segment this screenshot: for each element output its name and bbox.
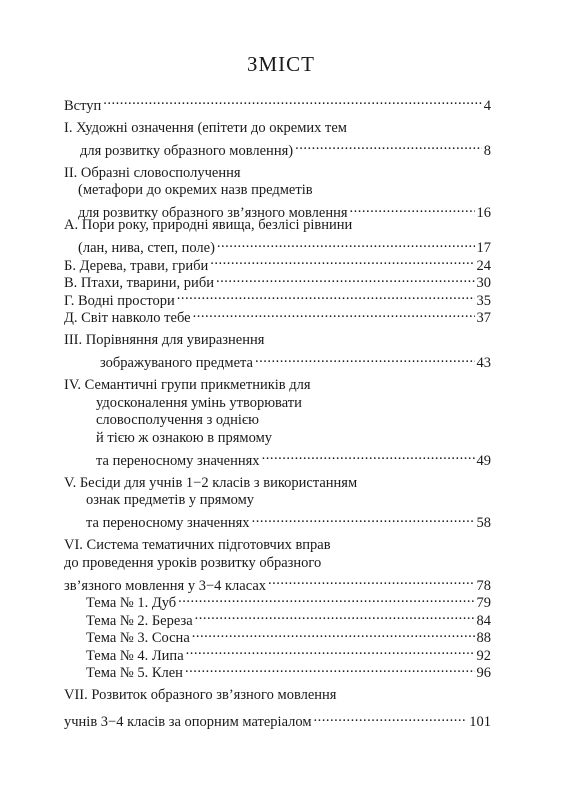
toc-entry-text: зв’язного мовлення у 3−4 класах	[64, 577, 267, 594]
toc-entry-section-5-cont	[64, 492, 491, 510]
toc-page-number: 88	[476, 630, 491, 646]
toc-entry-text: В. Птахи, тварини, риби	[64, 275, 214, 291]
dot-leader	[193, 305, 475, 323]
toc-entry-text: Вступ	[64, 97, 102, 114]
toc-entry-text: І. Художні означення (епітети до окремих тем	[64, 119, 347, 136]
toc-entry-section-4-cont	[64, 430, 491, 448]
table-of-contents	[64, 92, 491, 730]
toc-entry-section-4-cont	[64, 447, 491, 469]
toc-entry-section-7	[64, 687, 491, 705]
dot-leader	[195, 607, 475, 625]
toc-page-number: 96	[476, 665, 491, 681]
toc-entry-text: Тема № 1. Дуб	[86, 595, 177, 611]
toc-entry-section-4	[64, 377, 491, 395]
page-title: ЗМІСТ	[246, 52, 316, 76]
toc-entry-text: й тією ж ознакою в прямому	[96, 429, 272, 446]
toc-entry-text: Тема № 3. Сосна	[86, 630, 190, 646]
dot-leader	[216, 270, 475, 288]
dot-leader	[350, 200, 475, 218]
toc-entry-text: Тема № 2. Береза	[86, 612, 193, 629]
dot-leader	[178, 590, 474, 608]
dot-leader	[252, 510, 475, 528]
toc-entry-text: удосконалення умінь утворювати	[96, 394, 302, 411]
toc-entry-subsection-a-cont	[64, 235, 491, 256]
toc-entry-text: Тема № 4. Липа	[86, 647, 184, 664]
toc-entry-text: та переносному значеннях	[86, 515, 250, 531]
toc-entry-text: (метафори до окремих назв предметів	[78, 182, 313, 198]
toc-entry-text: VІІ. Розвиток образного зв’язного мовлення	[64, 687, 337, 703]
toc-entry-section-1-cont	[64, 137, 491, 159]
toc-entry-text: словосполучення з однією	[96, 412, 259, 428]
toc-page-number: 101	[469, 714, 491, 730]
toc-page-number: 58	[476, 515, 491, 531]
toc-entry-section-4-cont	[64, 412, 491, 430]
toc-entry-section-6-cont	[64, 555, 491, 573]
toc-page-number: 4	[483, 97, 491, 114]
toc-page-number: 79	[476, 595, 491, 611]
toc-page-number: 8	[483, 142, 491, 159]
toc-page-number: 24	[476, 257, 491, 274]
toc-entry-section-2	[64, 165, 491, 183]
toc-page-number: 30	[476, 275, 491, 291]
toc-entry-section-4-cont	[64, 395, 491, 413]
dot-leader	[177, 287, 475, 305]
dot-leader	[186, 642, 475, 660]
toc-entry-section-2-cont	[64, 200, 491, 221]
toc-entry-text: ІV. Семантичні групи прикметників для	[64, 377, 311, 393]
toc-entry-section-6	[64, 537, 491, 555]
dot-leader	[295, 137, 482, 155]
toc-entry-text: ознак предметів у прямому	[86, 492, 255, 508]
toc-entry-text: Г. Водні простори	[64, 292, 175, 309]
toc-entry-text: та переносному значеннях	[96, 452, 260, 469]
toc-entry-text: учнів 3−4 класів за опорним матеріалом	[64, 714, 312, 730]
toc-entry-section-6-cont	[64, 572, 491, 594]
toc-entry-section-3	[64, 332, 491, 350]
toc-page-number: 49	[476, 452, 491, 469]
toc-entry-text: ІІІ. Порівняння для увиразнення	[64, 332, 265, 348]
toc-entry-text: зображуваного предмета	[100, 355, 253, 371]
dot-leader	[103, 92, 481, 110]
toc-page-number: 16	[476, 205, 491, 221]
dot-leader	[192, 625, 475, 643]
toc-entry-section-5	[64, 475, 491, 493]
toc-entry-text: ІІ. Образні словосполучення	[64, 164, 241, 181]
toc-entry-section-2-cont	[64, 182, 491, 200]
dot-leader	[210, 252, 474, 270]
toc-page-number: 92	[476, 647, 491, 664]
toc-entry-section-3-cont	[64, 350, 491, 371]
toc-entry-text: для розвитку образного мовлення)	[80, 142, 294, 159]
toc-entry-text: Тема № 5. Клен	[86, 665, 183, 681]
toc-page-number: 17	[476, 240, 491, 256]
toc-page-number: 43	[476, 355, 491, 371]
dot-leader	[185, 660, 475, 678]
toc-entry-section-5-cont	[64, 510, 491, 531]
toc-entry-section-7-cont	[64, 709, 491, 730]
toc-entry-text: (лан, нива, степ, поле)	[78, 240, 215, 256]
toc-page-number: 78	[476, 577, 491, 594]
toc-entry-text: Д. Світ навколо тебе	[64, 310, 191, 326]
toc-entry-text: VІ. Система тематичних підготовчих вправ	[64, 537, 331, 553]
toc-page-number: 35	[476, 292, 491, 309]
toc-entry-text: V. Бесіди для учнів 1−2 класів з використанням	[64, 474, 358, 491]
toc-entry-intro	[64, 92, 491, 114]
toc-entry-text: для розвитку образного зв’язного мовлення	[78, 205, 348, 221]
toc-page-number: 37	[476, 310, 491, 326]
dot-leader	[255, 350, 475, 368]
toc-entry-subsection-a	[64, 217, 491, 235]
toc-entry-section-1	[64, 120, 491, 138]
toc-entry-text: Б. Дерева, трави, гриби	[64, 257, 209, 274]
toc-entry-text: до проведення уроків розвитку образного	[64, 554, 322, 571]
dot-leader	[262, 447, 475, 465]
toc-page-number: 84	[476, 612, 491, 629]
dot-leader	[314, 709, 468, 727]
dot-leader	[217, 235, 475, 253]
toc-entry-text: А. Пори року, природні явища, безлісі рівнини	[64, 217, 353, 233]
dot-leader	[268, 572, 474, 590]
